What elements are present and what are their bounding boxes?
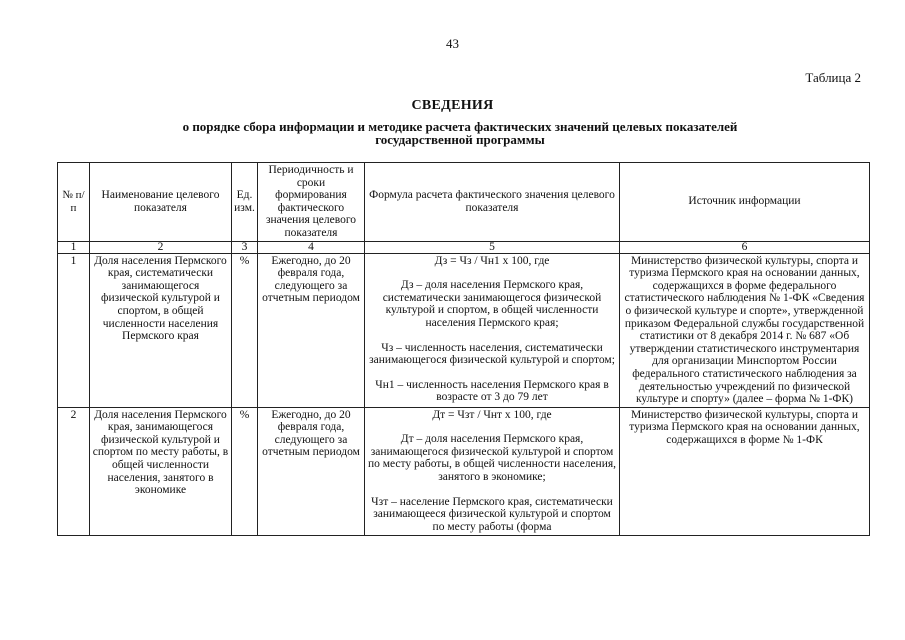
header-num: № п/п xyxy=(58,163,90,242)
formula-term-description: Дз – доля населения Пермского края, систематически занимающегося физической культурой и спортом, в общей численности населения Пермского края; xyxy=(382,279,602,329)
row-period: Ежегодно, до 20 февраля года, следующего за отчетным периодом xyxy=(258,253,365,407)
column-number-row xyxy=(58,241,870,253)
column-number: 2 xyxy=(90,241,232,253)
row-source: Министерство физической культуры, спорта и туризма Пермского края на основании данных, содержащихся в форме федерального статистического наблюдения № 1-ФК «Сведения о физической культуре и спорте», утвержденной приказом Федеральной службы государственной статистики от 8 декабря 2014 г. № 687 «Об утверждении статистического инструментария для организации Минспортом России федерального статистического наблюдения за деятельностью учреждений по физической культуре и спорту» (далее – форма № 1-ФК) xyxy=(620,253,870,407)
column-number: 1 xyxy=(58,241,90,253)
table-row xyxy=(58,407,870,535)
row-num: 1 xyxy=(58,253,90,407)
row-unit: % xyxy=(232,253,258,407)
page-number: 43 xyxy=(446,36,459,51)
header-name: Наименование целевого показателя xyxy=(90,163,232,242)
row-indicator-name: Доля населения Пермского края, систематически занимающегося физической культурой и спортом, в общей численности населения Пермского края xyxy=(90,253,232,407)
row-formula xyxy=(365,253,620,407)
column-number: 5 xyxy=(365,241,620,253)
document-subtitle: о порядке сбора информации и методике расчета фактических значений целевых показателей государственной программы xyxy=(182,119,738,147)
table-label: Таблица 2 xyxy=(805,70,861,85)
row-source: Министерство физической культуры, спорта и туризма Пермского края на основании данных, содержащихся в форме № 1-ФК xyxy=(620,407,870,535)
column-number: 3 xyxy=(232,241,258,253)
header-row xyxy=(58,163,870,242)
table-row xyxy=(58,253,870,407)
formula-term-description: Чзт – население Пермского края, систематически занимающееся физической культурой и спортом по месту работы (форма xyxy=(371,495,613,533)
header-source: Источник информации xyxy=(620,163,870,242)
indicators-table xyxy=(57,162,870,536)
formula-term-description: Дт – доля населения Пермского края, занимающегося физической культурой и спортом по месту работы, в общей численности населения, занятого в экономике; xyxy=(367,433,617,484)
row-formula xyxy=(365,407,620,535)
formula-term-description: Чз – численность населения, систематически занимающегося физической культурой и спортом; xyxy=(369,341,615,367)
column-number: 4 xyxy=(258,241,365,253)
header-period: Периодичность и сроки формирования фактического значения целевого показателя xyxy=(258,163,365,242)
row-period: Ежегодно, до 20 февраля года, следующего за отчетным периодом xyxy=(258,407,365,535)
header-unit: Ед. изм. xyxy=(232,163,258,242)
column-number: 6 xyxy=(620,241,870,253)
row-indicator-name: Доля населения Пермского края, занимающегося физической культурой и спортом по месту работы, в общей численности населения, занятого в экономике xyxy=(90,407,232,535)
header-formula: Формула расчета фактического значения целевого показателя xyxy=(365,163,620,242)
formula-term-description: Чн1 – численность населения Пермского края в возрасте от 3 до 79 лет xyxy=(375,378,609,404)
formula-expression: Дт = Чзт / Чнт х 100, где xyxy=(432,408,552,421)
document-title: СВЕДЕНИЯ xyxy=(411,98,494,113)
formula-expression: Дз = Чз / Чн1 х 100, где xyxy=(434,254,550,267)
row-unit: % xyxy=(232,407,258,535)
row-num: 2 xyxy=(58,407,90,535)
